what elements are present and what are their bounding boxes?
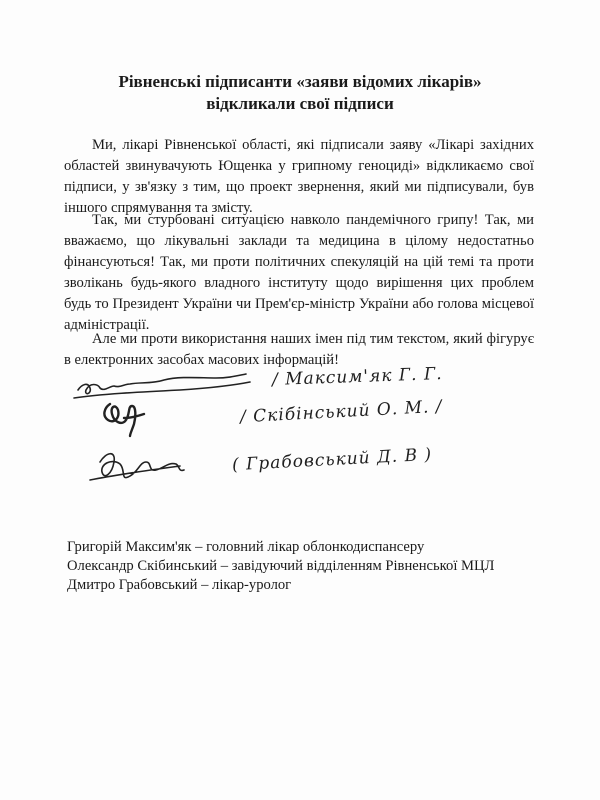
document-title-line-1: Рівненські підписанти «заяви відомих лікарів» (118, 72, 482, 91)
paragraph-2 (64, 210, 534, 336)
author-line: Григорій Максим'як – головний лікар облонкодиспансеру (67, 539, 425, 555)
signature-1-underline (74, 382, 250, 398)
signature-1-name: / Максим'як Г. Г. (271, 364, 443, 390)
signatures-block (60, 362, 560, 512)
paragraph-1-text: Ми, лікарі Рівненської області, які підписали заяву «Лікарі західних областей звинувачують Ющенка у грипному геноциді» відкликаємо свої підписи, у зв'язку з тим, що проект звернення, який ми підписували, був іншого спрямування та змісту. (64, 137, 534, 216)
signature-3-scrawl (90, 454, 184, 480)
paragraph-3-text: Але ми проти використання наших імен під тим текстом, який фігурує в електронних засобах масових інформацій! (64, 331, 534, 368)
signature-2-scrawl (104, 404, 144, 436)
author-line: Дмитро Грабовський – лікар-уролог (67, 577, 292, 593)
paragraph-1 (64, 135, 534, 219)
signature-2-name: / Скібінський О. М. / (239, 396, 444, 428)
document-title-line-2: відкликали свої підписи (206, 94, 394, 113)
authors-list (67, 538, 547, 595)
paragraph-2-text: Так, ми стурбовані ситуацією навколо пандемічного грипу! Так, ми вважаємо, що лікувальні заклади та медицина в цілому недостатньо фінансуються! Так, ми проти політичних спекуляцій на цій темі та проти зволікань будь-якого владного інституту щодо вирішення цих проблем будь то Президент України чи Прем'єр-міністр України або голова місцевої адміністрації. (64, 212, 534, 333)
signature-3-name: ( Грабовський Д. В ) (231, 444, 433, 476)
author-line: Олександр Скібинський – завідуючий відділенням Рівненської МЦЛ (67, 558, 495, 574)
